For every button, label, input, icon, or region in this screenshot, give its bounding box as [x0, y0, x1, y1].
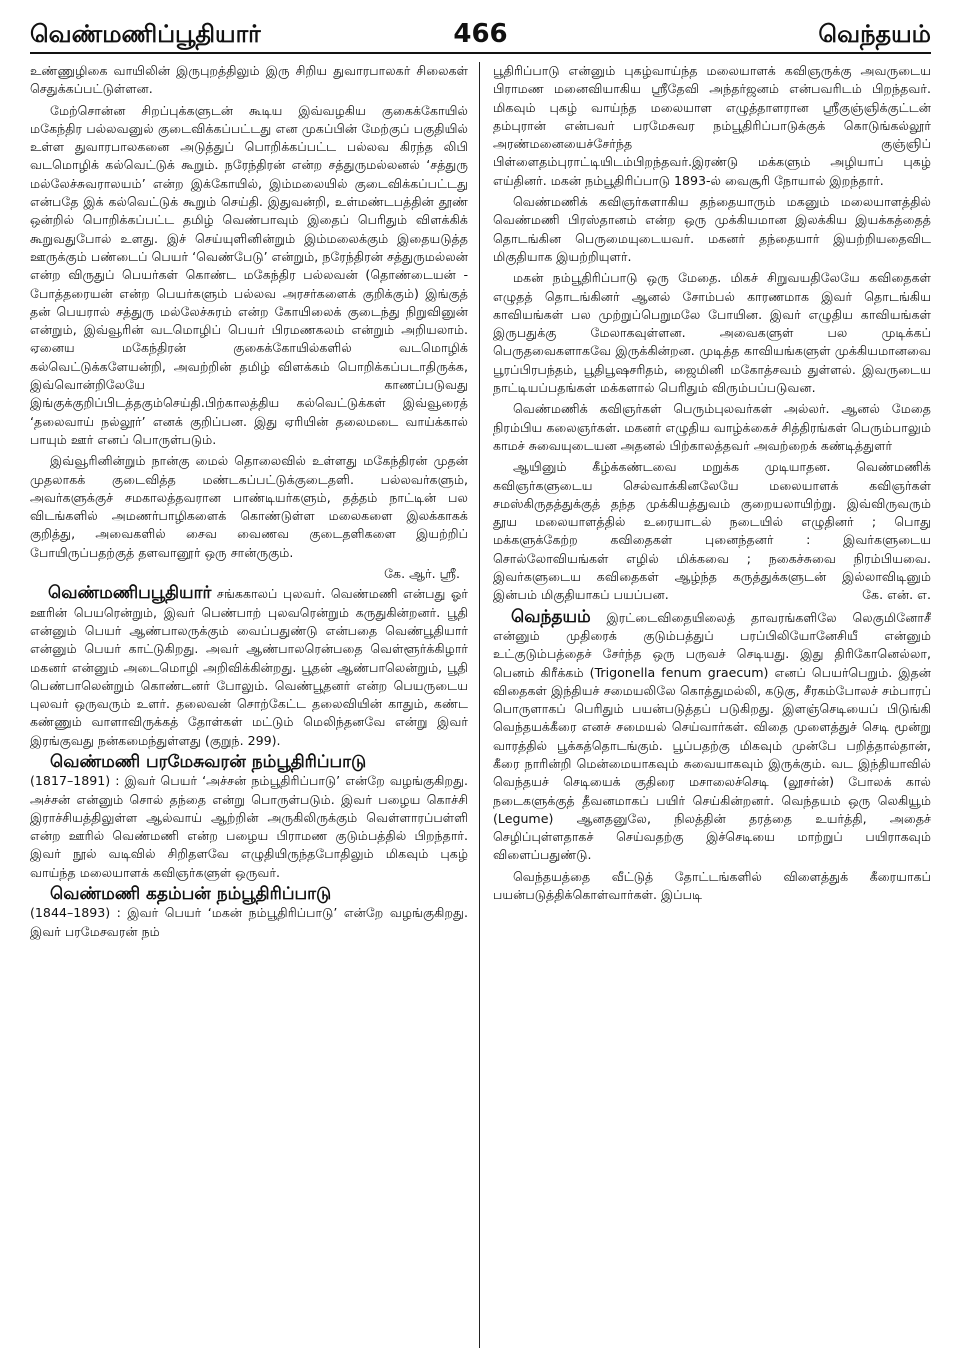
- entry-venthayam: [493, 608, 931, 865]
- entry-title: வெண்மணிபபூதியார்: [48, 583, 212, 604]
- paragraph-text: ஆயினும் கீழ்க்கண்டவை மறுக்க முடியாதன. வெண்மணிக் கவிஞர்களுடைய செல்வாக்கினலேயே மலையாளக் கவிஞர்கள் சமஸ்கிருதத்துக்குத் தந்த முக்கியத்துவம் குறையலாயிற்று. இவ்விருவரும் தூய மலையாளத்தில் உரையாடல் நடையில் எழுதினர் ; பொது மக்களுக்கேற்ற கவிதைகள் புனைந்தனர் : இவர்களுடைய சொல்லோவியங்கள் எழில் மிக்கவை ; நகைச்சுவை நிரம்பியவை. இவர்களுடைய கவிதைகள் ஆழ்ந்த கருத்துக்களுடன் இல்லாவிடினும் இன்பம் மிகுதியாகப் பயப்பன.: [493, 459, 931, 603]
- entry-vennmanipoothiyaar: [30, 584, 468, 750]
- running-head-left: வெண்மணிப்பூதியார்: [30, 20, 261, 48]
- paragraph: இவ்வூரினின்றும் நான்கு மைல் தொலைவில் உள்ளது மகேந்திரன் முதன் முதலாகக் குடைவித்த மண்டகப்பட்டுக்குடைதளி. பல்லவர்களும், அவர்களுக்குச் சமகாலத்தவரான பாண்டியர்களும், தத்தம் நாட்டின் பல விடங்களில் அமணர்பாழிகளைக் கொண்டுள்ள மலைகளை இலக்காகக் குறித்து, அவைகளில் சைவ வைணவ குடைதளிகளை இயற்றிப் போயிருப்பதற்குத் தளவானூர் ஒரு சான்ருகும்.: [30, 453, 468, 560]
- paragraph: வெண்மணிக் கவிஞர்களாகிய தந்தையாரும் மகனும் மலையாளத்தில் வெண்மணி பிரஸ்தானம் என்ற ஒரு முக்கியமான இலக்கிய இயக்கத்தைத் தொடங்கின பெருமையுடையவர். மகனர் தந்தையார் இயற்றியதைவிட மிகுதியாக இயற்றியுளர்.: [493, 194, 931, 264]
- paragraph: [493, 458, 931, 604]
- entry-title: வெண்மணி பரமேசுவரன் நம்பூதிரிப்பாடு: [50, 751, 367, 772]
- paragraph: பூதிரிப்பாடு என்னும் புகழ்வாய்ந்த மலையாளக் கவிஞருக்கு அவருடைய பிராமண மனைவியாகிய ஸ்ரீதேவி அந்தர்ஜனம் என்பவரிடம் பிறந்தவர். மிகவும் புகழ் வாய்ந்த மலையாள எழுத்தாளரான ஸ்ரீகுஞ்ஞிக்குட்டன் தம்புரான் என்பவர் பரமேசுவர நம்பூதிரிப்பாடுக்குக் கொடுங்கல்லூர் அரண்மனையைச்சேர்ந்த குஞ்ஞிப் பிள்ளைதம்புராட்டியிடம்பிறந்தவர்.இரண்டு மக்களும் அழியாப் புகழ் எய்தினர். மகன் நம்பூதிரிப்பாடு 1893-ல் வைசூரி நோயால் இறந்தார்.: [493, 63, 931, 188]
- header-rule: [30, 52, 931, 54]
- column-divider: [479, 62, 480, 1348]
- page-number: 466: [453, 19, 508, 49]
- entry-title: வெண்மணி கதம்பன் நம்பூதிரிப்பாடு: [50, 884, 332, 905]
- author-signature: கே. என். எ.: [862, 587, 931, 603]
- left-column: [30, 62, 468, 1348]
- right-column: [493, 62, 931, 1348]
- page-header: [30, 14, 931, 54]
- paragraph: வெண்மணிக் கவிஞர்கள் பெரும்புலவர்கள் அல்லர். ஆனல் மேதை நிரம்பிய கலைஞர்கள். மகனர் எழுதிய வாழ்க்கைச் சித்திரங்கள் பெரும்பாலும் காமச் சுவையுடையன அதனல் பிற்காலத்தவர் அவற்றைக் கண்டித்துளர்: [493, 401, 931, 453]
- paragraph: மேற்சொன்ன சிறப்புக்களுடன் கூடிய இவ்வழகிய குகைக்கோயில் மகேந்திர பல்லவனுல் குடைவிக்கப்பட்டது என முகப்பின் மேற்குப் பகுதியில் உள்ள துவாரபாலகனை அடுத்துப் பொறிக்கப்பட்ட பல்லவ கிரந்த லிபி வடமொழிக் கல்வெட்டுக் கூறும். நரேந்திரன் என்ற சத்துருமல்லனல் ‘சத்துரு மல்லேச்சுவராலயம்’ என்ற இக்கோயில், இம்மலையில் குடைவிக்கப்பட்டது என்பதே இக் கல்வெட்டுக் கூறும் செய்தி. இதுவன்றி, உள்மண்டபத்தின் தூண் ஒன்றில் பொறிக்கப்பட்ட தமிழ் வெண்பாவும் இதைப் பெரிதும் விளக்கிக் கூறுவதுபோல் உளது. இச் செய்யுளினின்றும் இம்மலைக்கும் இதையடுத்த ஊருக்கும் பண்டைப் பெயர் ‘வெண்பேடு’ என்றும், நரேந்திரன் சத்துருமல்லன் என்ற விருதுப் பெயர்கள் கொண்ட மகேந்திர பல்லவன் (தொண்டையன் - போத்தரையன் என்ற பெயர்களும் பல்லவ அரசர்களைக் குறிக்கும்) இங்குத் தன் பெயரால் சத்துரு மல்லேச்சுரம் என்ற கோயிலைக் குடைந்து நிறுவினுன் என்றும், இவ்வூரின் வடமொழிப் பெயர் பிரமணகலம் என்றும் அறியலாம். ஏனைய மகேந்திரன் குகைக்கோயில்களில் வடமொழிக் கல்வெட்டுக்களேயன்றி, அவற்றின் தமிழ் விளக்கம் பொறிக்கப்படாதிருக்க, இவ்வொன்றிலேயே காணப்படுவது இங்குக்குறிப்பிடத்தகும்செய்தி.பிற்காலத்திய கல்வெட்டுக்கள் இவ்வூரைத் ‘தலைவாய் நல்லூர்’ எனக் குறிப்பன. இது ஏரியின் தலைமடை வாய்க்கால் பாயும் ஊர் எனப் பொருள்படும்.: [30, 102, 468, 447]
- entry-text: (1844–1893) : இவர் பெயர் ‘மகன் நம்பூதிரிப்பாடு’ என்றே வழங்குகிறது. இவர் பரமேசவரன் நம்: [30, 905, 468, 939]
- paragraph: உண்ணுழிகை வாயிலின் இருபுறத்திலும் இரு சிறிய துவாரபாலகர் சிலைகள் செதுக்கப்பட்டுள்ளன.: [30, 63, 468, 97]
- entry-text: (1817–1891) : இவர் பெயர் ‘அச்சன் நம்பூதிரிப்பாடு’ என்றே வழங்குகிறது. அச்சன் என்னும் சொல் தந்தை என்று பொருள்படும். இவர் பழைய கொச்சி இராச்சியத்திலுள்ள ஆல்வாய் ஆற்றின் அருகிலிருக்கும் வெள்ளாரப்பள்ளி என்ற ஊரில் வெண்மணி என்ற பழைய பிராமண குடும்பத்தில் பிறந்தார். இவர் நூல் வடிவில் சிறிதளவே எழுதியிருந்தபோதிலும் மிகவும் புகழ் வாய்ந்த மலையாளக் கவிஞர்களுள் ஒருவர்.: [30, 773, 468, 880]
- author-signature: கே. ஆர். ஸ்ரீ.: [384, 566, 460, 582]
- entry-text: சங்ககாலப் புலவர். வெண்மணி என்பது ஓர் ஊரின் பெயரென்றும், இவர் பெண்பாற் புலவரென்றும் கருதுகின்றனர். பூதி என்னும் பெயர் ஆண்பாலருக்கும் வைப்பதுண்டு என்பதை வெண்பூதியார் என்னும் பெயர் காட்டுகிறது. அவர் ஆண்பாலரென்பதை வெள்ளூர்க்கிழார் மகனர் என்னும் அடைமொழி அறிவிக்கின்றது. பூதன் ஆண்பாலென்றும், பூதி பெண்பாலென்றும் கொண்டனர் போலும். வெண்பூதனர் என்ற பெயருடைய புலவர் ஒருவரும் உளர். தலைவன் சொற்கேட்ட தலைவியின் காதும், கண்ட கண்ணும் வாளாவிருக்கத் தோள்கள் மட்டும் மெலிந்தனவே என்று இவர் இரங்குவது நன்கமைந்துள்ளது (குறுந். 299).: [30, 586, 468, 748]
- paragraph: மகன் நம்பூதிரிப்பாடு ஒரு மேதை. மிகச் சிறுவயதிலேயே கவிதைகள் எழுதத் தொடங்கினர் ஆனல் சோம்பல் காரணமாக இவர் தொடங்கிய காவியங்கள் பல முற்றுப்பெறுமலே போயின. இவர் எழுதிய காவியங்கள் இருபதுக்கு மேலாகவுள்ளன. அவைகளுள் பல முடிக்கப் பெருதவைகளாகவே இருக்கின்றன. முடித்த காவியங்களுள் முக்கியமானவை பூரப்பிரபந்தம், பூதிபூஷசரிதம், ஜைமினி மகோத்சவம் துள்ளல். இவருடைய நாட்டியப்பதங்கள் மக்களால் பெரிதும் விரும்பப்படுவன.: [493, 270, 931, 396]
- entry-text: இரட்டைவிதையிலைத் தாவரங்களிலே லெகுமினோசீ என்னும் முதிரைக் குடும்பத்துப் பரப்பிலியோனேசியீ என்னும் உட்குடும்பத்தைச் சேர்ந்த ஒரு பருவச் செடியது. இது திரிகோனெல்லா, பெனம் கிரீக்கம் (Trigonella fenum graecum) எனப் பெயர்பெறும். இதன் விதைகள் இந்தியச் சமையலிலே கொத்துமல்லி, கடுகு, சீரகம்போலச் சம்பாரப் பொருளாகப் பெரிதும் பயன்படுத்தப் படுகிறது. இளஞ்செடியைப் பிடுங்கி வெந்தயக்கீரை எனச் சமையல் செய்வார்கள். விதை முளைத்துச் செடி மூன்று வாரத்தில் பூக்கத்தொடங்கும். பூப்பதற்கு மிகவும் முன்பே பறித்தால்தான், கீரை நாரின்றி மென்மையாகவும் சுவையாகவும் இருக்கும். வட இந்தியாவில் வெந்தயச் செடியைக் குதிரை மசாலைச்செடி (லூசர்ன்) போலக் கால் நடைகளுக்குத் தீவனமாகப் பயிர் செய்கின்றனர். வெந்தயம் ஒரு லெகியூம் (Legume) ஆனதனுலே, நிலத்தின் தரத்தை உயர்த்தி, அதைச் செழிப்புள்ளதாகச் செய்வதற்கு இச்செடியை மாற்றுப் பயிராகவும் விளைப்பதுண்டு.: [493, 609, 931, 863]
- paragraph: வெந்தயத்தை வீட்டுத் தோட்டங்களில் விளைத்துக் கீரையாகப் பயன்படுத்திக்கொள்வார்கள். இப்படி: [493, 868, 931, 903]
- running-head-right: வெந்தயம்: [818, 20, 931, 48]
- entry-title: வெந்தயம்: [511, 606, 591, 627]
